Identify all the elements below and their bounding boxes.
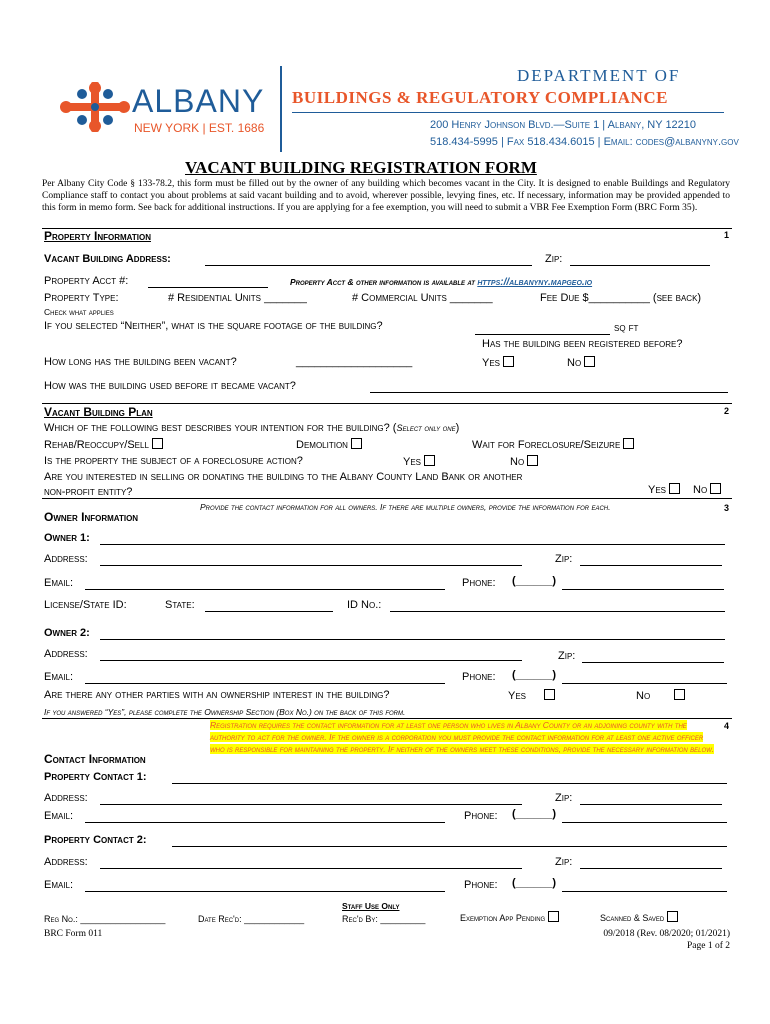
registered-yes-label: Yes — [482, 357, 501, 369]
contact2-email-field[interactable] — [85, 891, 445, 892]
owner1-phone-area[interactable]: (______) — [512, 575, 557, 587]
section4-title: Contact Information — [44, 752, 146, 766]
owner1-address-label: Address: — [44, 553, 88, 565]
owner2-phone-label: Phone: — [462, 671, 496, 683]
owner2-address-label: Address: — [44, 648, 88, 660]
registered-no-label: No — [567, 357, 582, 369]
other-parties-no-checkbox[interactable] — [674, 689, 685, 700]
owner1-email-field[interactable] — [85, 589, 445, 590]
staff-use-title: Staff Use Only — [342, 901, 400, 911]
contact2-address-label: Address: — [44, 856, 88, 868]
other-parties-yes[interactable] — [508, 689, 555, 702]
registered-no[interactable] — [567, 356, 595, 369]
owner2-email-field[interactable] — [85, 683, 445, 684]
section2-number: 2 — [724, 406, 730, 416]
owner1-email-label: Email: — [44, 577, 74, 589]
foreclosure-no[interactable] — [510, 455, 538, 468]
contact2-phone-field[interactable] — [562, 891, 727, 892]
footer-revision: 09/2018 (Rev. 08/2020; 01/2021) — [603, 929, 730, 939]
landbank-no[interactable] — [693, 483, 721, 496]
staff-scanned-checkbox[interactable] — [667, 911, 678, 922]
acct-note — [290, 277, 592, 288]
option-rehab[interactable] — [44, 438, 163, 451]
how-used-question: How was the building used before it became vacant? — [44, 380, 296, 392]
option-rehab-label: Rehab/Reoccupy/Sell — [44, 439, 149, 451]
contact1-phone-label: Phone: — [464, 810, 498, 822]
other-parties-yes-label: Yes — [508, 690, 527, 702]
section3-note: Provide the contact information for all owners. If there are multiple owners, provide the information for each. — [200, 502, 611, 512]
vacant-address-field[interactable] — [205, 265, 532, 266]
landbank-no-checkbox[interactable] — [710, 483, 721, 494]
staff-recd-by[interactable]: Rec'd By: _________ — [342, 914, 426, 924]
foreclosure-yes[interactable] — [403, 455, 435, 468]
contact2-zip-label: Zip: — [555, 856, 573, 868]
staff-exemption-label: Exemption App Pending — [460, 913, 546, 923]
how-long-question: How long has the building been vacant? — [44, 356, 237, 368]
contact1-address-field[interactable] — [100, 804, 522, 805]
option-demolition[interactable] — [296, 438, 362, 451]
section4-note-text: Registration requires the contact information for at least one person who lives in Albany County or an adjoining county with the authority to act for the owner. If the owner is a corporation you must provide the contact information for at least one active officer who is responsible for maintaining the property. If neither of the owners meet these conditions, provide the necessary information below. — [210, 720, 715, 754]
intention-text: Which of the following best describes your intention for the building? ( — [44, 422, 397, 434]
contact2-phone-label: Phone: — [464, 879, 498, 891]
section1-number: 1 — [724, 230, 730, 240]
landbank-question-line1: Are you interested in selling or donating the building to the Albany County Land Bank or another — [44, 471, 523, 483]
footer-form-no: BRC Form 011 — [44, 929, 103, 939]
option-wait[interactable] — [472, 438, 634, 451]
vacant-zip-label: Zip: — [545, 253, 563, 265]
property-type-label: Property Type: — [44, 292, 119, 304]
contact2-address-field[interactable] — [100, 868, 522, 869]
owner1-address-field[interactable] — [100, 565, 522, 566]
footer-page: Page 1 of 2 — [686, 941, 730, 951]
owner1-phone-field[interactable] — [562, 589, 724, 590]
contact1-zip-field[interactable] — [580, 804, 722, 805]
contact1-email-field[interactable] — [85, 822, 445, 823]
option-wait-checkbox[interactable] — [623, 438, 634, 449]
option-demolition-checkbox[interactable] — [351, 438, 362, 449]
owner1-state-label: State: — [165, 599, 195, 611]
owner2-zip-label: Zip: — [558, 650, 576, 662]
staff-exemption[interactable] — [460, 911, 559, 923]
section4-note — [210, 719, 715, 755]
registered-yes[interactable] — [482, 356, 514, 369]
form-title: VACANT BUILDING REGISTRATION FORM — [185, 158, 537, 177]
other-parties-question: Are there any other parties with an ownership interest in the building? — [44, 689, 390, 701]
staff-scanned-label: Scanned & Saved — [600, 913, 665, 923]
mapgeo-link[interactable]: https://albanyny.mapgeo.io — [477, 277, 593, 288]
how-used-field[interactable] — [370, 392, 728, 393]
vacant-address-label: Vacant Building Address: — [44, 253, 171, 265]
section4-number: 4 — [724, 721, 730, 731]
landbank-yes[interactable] — [648, 483, 680, 496]
owner1-id-label: ID No.: — [347, 599, 382, 611]
owner1-zip-label: Zip: — [555, 553, 573, 565]
contact1-zip-label: Zip: — [555, 792, 573, 804]
contact2-zip-field[interactable] — [580, 868, 722, 869]
owner2-phone-area[interactable]: (______) — [512, 669, 557, 681]
option-demolition-label: Demolition — [296, 439, 348, 451]
owner2-label: Owner 2: — [44, 627, 90, 639]
contact2-label: Property Contact 2: — [44, 834, 147, 846]
foreclosure-no-checkbox[interactable] — [527, 455, 538, 466]
contact2-phone-area[interactable]: (______) — [512, 877, 557, 889]
owner2-phone-field[interactable] — [562, 683, 727, 684]
contact1-phone-field[interactable] — [562, 822, 727, 823]
acct-field[interactable] — [148, 287, 268, 288]
registered-no-checkbox[interactable] — [584, 356, 595, 367]
staff-scanned[interactable] — [600, 911, 678, 923]
section3-rule — [42, 498, 732, 499]
contact1-phone-area[interactable]: (______) — [512, 808, 557, 820]
how-long-field[interactable]: ___________________ — [296, 356, 413, 368]
owner1-label: Owner 1: — [44, 532, 90, 544]
landbank-yes-checkbox[interactable] — [669, 483, 680, 494]
residential-units[interactable]: # Residential Units _______ — [168, 292, 307, 304]
vacant-zip-field[interactable] — [570, 265, 710, 266]
albany-logo-icon — [58, 80, 132, 134]
brand-city: ALBANY — [132, 83, 265, 119]
contact2-name-field[interactable] — [172, 846, 727, 847]
other-parties-no[interactable] — [636, 689, 685, 702]
header-divider — [280, 66, 282, 152]
other-parties-no-label: No — [636, 690, 651, 702]
dept-line2: BUILDINGS & REGULATORY COMPLIANCE — [292, 88, 668, 107]
section1-title: Property Information — [44, 229, 151, 243]
contact1-label: Property Contact 1: — [44, 771, 147, 783]
sqft-field[interactable] — [475, 334, 610, 335]
fee-due[interactable]: Fee Due $__________ (see back) — [540, 292, 702, 304]
acct-label: Property Acct #: — [44, 275, 129, 287]
contact1-name-field[interactable] — [172, 783, 727, 784]
owner2-name-field[interactable] — [100, 639, 725, 640]
owner1-name-field[interactable] — [100, 544, 725, 545]
dept-line1: DEPARTMENT OF — [517, 66, 681, 85]
option-wait-label: Wait for Foreclosure/Seizure — [472, 439, 621, 451]
owner1-phone-label: Phone: — [462, 577, 496, 589]
section2-rule — [42, 403, 732, 404]
check-applies: Check what applies — [44, 307, 114, 317]
option-rehab-checkbox[interactable] — [152, 438, 163, 449]
header-rule — [292, 112, 724, 113]
landbank-question-line2: non-profit entity? — [44, 486, 133, 498]
commercial-units[interactable]: # Commercial Units _______ — [352, 292, 493, 304]
contact2-email-label: Email: — [44, 879, 74, 891]
section2-title: Vacant Building Plan — [44, 405, 153, 419]
dept-contact: 518.434-5995 | Fax 518.434.6015 | Email: codes@albanyny.gov — [430, 136, 739, 148]
staff-reg-no[interactable]: Reg No.: _________________ — [44, 914, 166, 924]
owner2-email-label: Email: — [44, 671, 74, 683]
owner1-license-label: License/State ID: — [44, 599, 127, 611]
other-parties-yes-checkbox[interactable] — [544, 689, 555, 700]
foreclosure-yes-checkbox[interactable] — [424, 455, 435, 466]
intention-question — [44, 422, 459, 434]
registered-question: Has the building been registered before? — [482, 338, 683, 350]
foreclosure-question: Is the property the subject of a foreclosure action? — [44, 455, 303, 467]
sqft-label: sq ft — [614, 322, 639, 334]
owner1-state-field[interactable] — [205, 611, 333, 612]
form-intro: Per Albany City Code § 133-78.2, this form must be filled out by the owner of any building which becomes vacant in the City. It is designed to enable Buildings and Regulatory Compliance staff to contact you about problems at said vacant building and to avoid, wherever possible, levying fines, etc. If necessary, information may be provided appended to this form in memo form. See back for additional instructions. If you are applying for a fee exemption, you will need to submit a VBR Fee Exemption Form (BRC Form 35). — [42, 179, 730, 213]
section3-number: 3 — [724, 503, 730, 513]
if-yes-note: If you answered “Yes”, please complete the Ownership Section (Box No.) on the back of this form. — [44, 707, 406, 717]
brand-sub: NEW YORK | EST. 1686 — [134, 121, 265, 135]
neither-question: If you selected “Neither”, what is the square footage of the building? — [44, 320, 383, 332]
intention-close: ) — [455, 422, 460, 434]
foreclosure-yes-label: Yes — [403, 456, 422, 468]
staff-date-recd[interactable]: Date Rec'd: ____________ — [198, 914, 305, 924]
owner1-zip-field[interactable] — [580, 565, 722, 566]
contact1-email-label: Email: — [44, 810, 74, 822]
owner1-id-field[interactable] — [390, 611, 725, 612]
owner2-address-field[interactable] — [100, 660, 522, 661]
owner2-zip-field[interactable] — [582, 662, 724, 663]
contact1-address-label: Address: — [44, 792, 88, 804]
staff-exemption-checkbox[interactable] — [548, 911, 559, 922]
landbank-yes-label: Yes — [648, 484, 667, 496]
select-one-note: Select only one — [396, 423, 456, 433]
section3-title: Owner Information — [44, 510, 139, 524]
foreclosure-no-label: No — [510, 456, 525, 468]
registered-yes-checkbox[interactable] — [503, 356, 514, 367]
dept-address: 200 Henry Johnson Blvd.—Suite 1 | Albany, NY 12210 — [430, 119, 697, 131]
landbank-no-label: No — [693, 484, 708, 496]
acct-note-text: Property Acct & other information is available at — [290, 277, 475, 287]
